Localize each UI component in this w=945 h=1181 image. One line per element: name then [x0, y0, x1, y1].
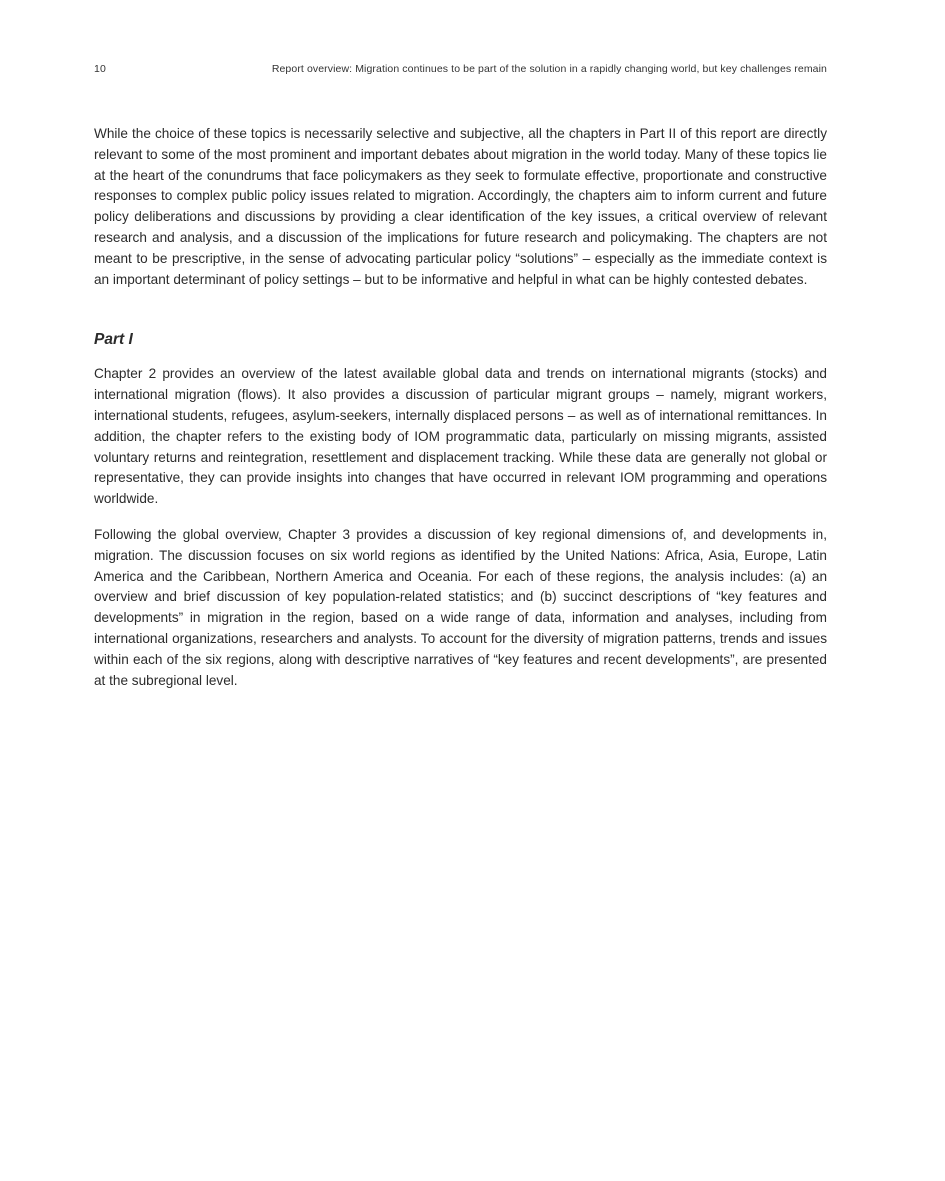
section-heading-part-1: Part I [94, 331, 133, 349]
intro-paragraph: While the choice of these topics is necessarily selective and subjective, all the chapters in Part II of this report are directly relevant to some of the most prominent and important debates about migration in the world today. Many of these topics lie at the heart of the conundrums that face policymakers as they seek to formulate effective, proportionate and constructive responses to complex public policy issues related to migration. Accordingly, the chapters aim to inform current and future policy deliberations and discussions by providing a clear identification of the key issues, a critical overview of relevant research and analysis, and a discussion of the implications for future research and policymaking. The chapters are not meant to be prescriptive, in the sense of advocating particular policy “solutions” – especially as the immediate context is an important determinant of policy settings – but to be informative and helpful in what can be highly contested debates. [94, 126, 827, 287]
chapter-3-paragraph: Following the global overview, Chapter 3 provides a discussion of key regional dimensions of, and developments in, migration. The discussion focuses on six world regions as identified by the United Nations: Africa, Asia, Europe, Latin America and the Caribbean, Northern America and Oceania. For each of these regions, the analysis includes: (a) an overview and brief discussion of key population-related statistics; and (b) succinct descriptions of “key features and developments” in migration in the region, based on a wide range of data, information and analyses, including from international organizations, researchers and analysts. To account for the diversity of migration patterns, trends and issues within each of the six regions, along with descriptive narratives of “key features and recent developments”, are presented at the subregional level. [94, 526, 827, 688]
page-number: 10 [94, 63, 106, 75]
running-title: Report overview: Migration continues to be part of the solution in a rapidly changing world, but key challenges remain [271, 63, 827, 75]
running-header [94, 63, 827, 79]
body-text [94, 124, 827, 691]
chapter-2-paragraph: Chapter 2 provides an overview of the latest available global data and trends on international migrants (stocks) and international migration (flows). It also provides a discussion of particular migrant groups – namely, migrant workers, international students, refugees, asylum-seekers, internally displaced persons – as well as of international remittances. In addition, the chapter refers to the existing body of IOM programmatic data, particularly on missing migrants, assisted voluntary returns and reintegration, resettlement and displacement tracking. While these data are generally not global or representative, they can provide insights into changes that have occurred in relevant IOM programming and operations worldwide. [94, 366, 827, 507]
